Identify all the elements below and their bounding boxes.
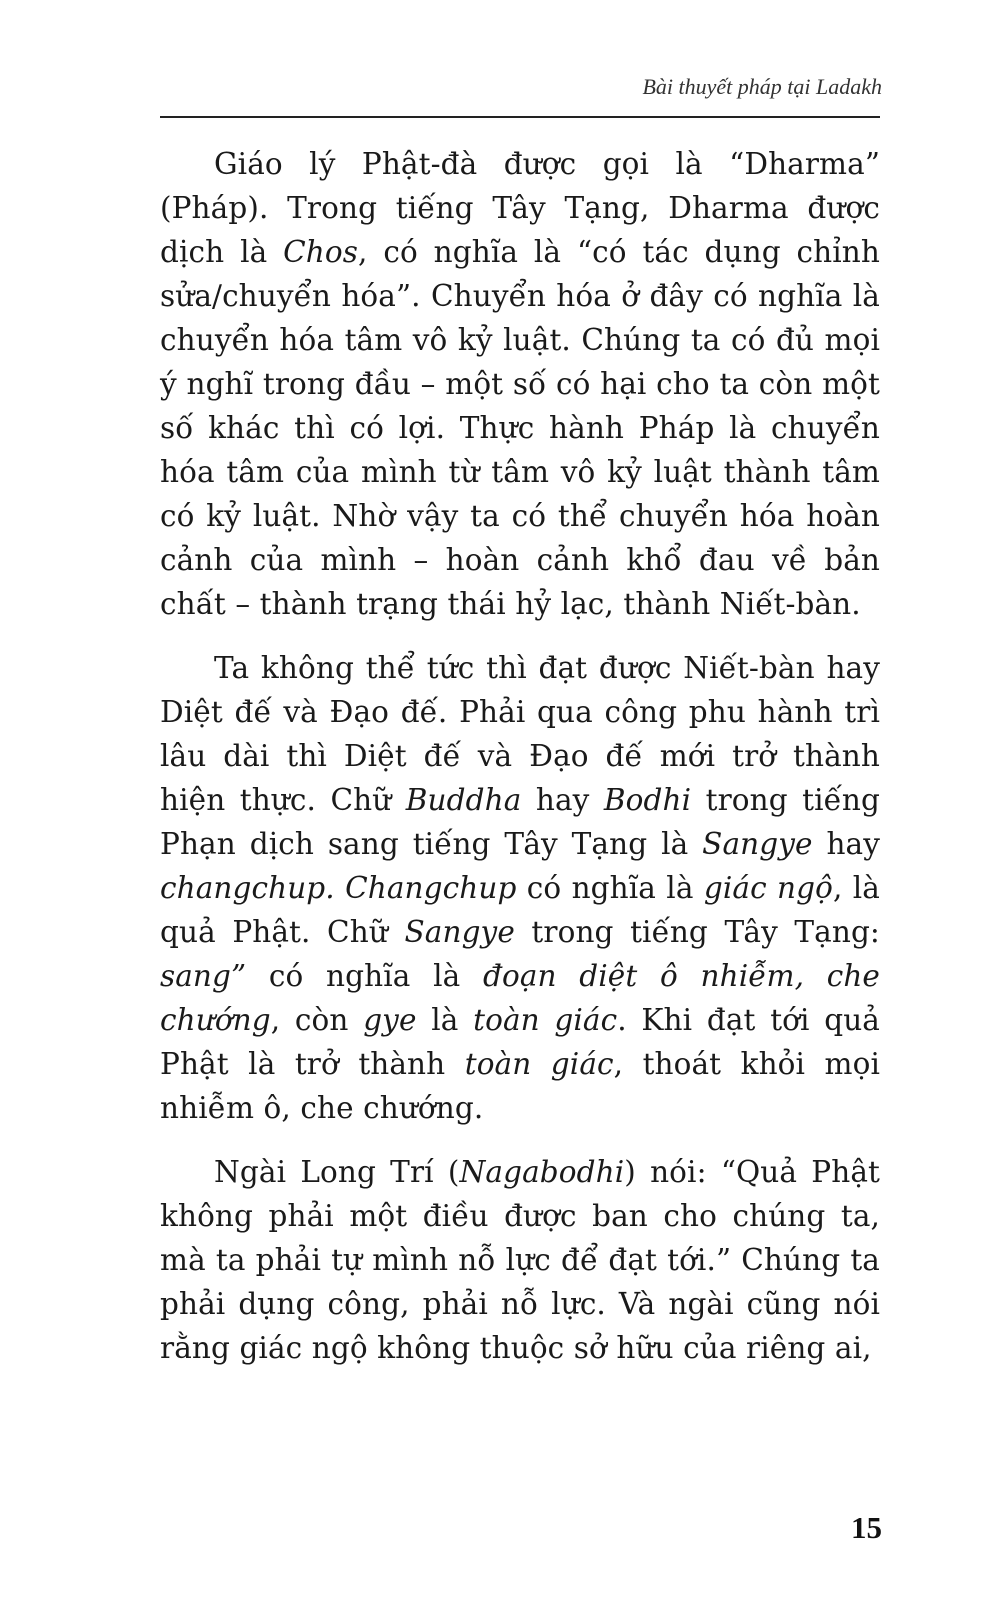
- italic-term: giác ngộ: [703, 871, 833, 905]
- text-run: có nghĩa là: [246, 959, 483, 993]
- italic-term: Bodhi: [603, 783, 692, 817]
- text-run: hay: [521, 783, 604, 817]
- italic-term: Sangye: [404, 915, 515, 949]
- text-run: , thoát khỏi mọi nhiễm ô, che chướng.: [160, 1047, 881, 1125]
- text-run: trong tiếng Tây Tạng:: [514, 915, 880, 949]
- italic-term: changchup. Changchup: [160, 871, 517, 905]
- italic-term: Sangye: [702, 827, 813, 861]
- text-run: trong tiếng Phạn dịch sang tiếng Tây Tạng là: [160, 783, 880, 861]
- text-run: , còn: [270, 1003, 364, 1037]
- page-body: [160, 142, 880, 1390]
- italic-term: Nagabodhi: [459, 1155, 625, 1189]
- page-number: 15: [851, 1510, 882, 1545]
- text-run: . Khi đạt tới quả Phật là trở thành: [160, 1003, 880, 1081]
- italic-term: sang”: [160, 959, 247, 993]
- text-run: có nghĩa là: [516, 871, 704, 905]
- text-run: hay: [812, 827, 881, 861]
- text-run: là: [416, 1003, 474, 1037]
- text-run: , có nghĩa là “có tác dụng chỉnh sửa/chuyển hóa”. Chuyển hóa ở đây có nghĩa là chuyển hóa tâm vô kỷ luật. Chúng ta có đủ mọi ý nghĩ trong đầu – một số có hại cho ta còn một số khác thì có lợi. Thực hành Pháp là chuyển hóa tâm của mình từ tâm vô kỷ luật thành tâm có kỷ luật. Nhờ vậy ta có thể chuyển hóa hoàn cảnh của mình – hoàn cảnh khổ đau về bản chất – thành trạng thái hỷ lạc, thành Niết-bàn.: [160, 235, 880, 621]
- text-run: Ngài Long Trí (: [214, 1155, 460, 1189]
- italic-term: toàn giác: [473, 1003, 618, 1037]
- text-run: ) nói: “Quả Phật không phải một điều được ban cho chúng ta, mà ta phải tự mình nỗ lực để đạt tới.” Chúng ta phải dụng công, phải nỗ lực. Và ngài cũng nói rằng giác ngộ không thuộc sở hữu của riêng ai,: [160, 1155, 880, 1365]
- italic-term: Buddha: [405, 783, 522, 817]
- paragraph-3: [160, 1150, 880, 1370]
- paragraph-1: [160, 142, 880, 626]
- text-run: Ta không thể tức thì đạt được Niết-bàn hay Diệt đế và Đạo đế. Phải qua công phu hành trì lâu dài thì Diệt đế và Đạo đế mới trở thành hiện thực. Chữ: [160, 651, 880, 817]
- italic-term: gye: [363, 1003, 417, 1037]
- running-header: Bài thuyết pháp tại Ladakh: [642, 74, 882, 99]
- text-run: Giáo lý Phật-đà được gọi là “Dharma” (Pháp). Trong tiếng Tây Tạng, Dharma được dịch là: [160, 147, 880, 269]
- italic-term: đoạn diệt ô nhiễm, che chướng: [160, 959, 880, 1037]
- text-run: , là quả Phật. Chữ: [160, 871, 880, 949]
- italic-term: Chos: [283, 235, 359, 269]
- italic-term: toàn giác: [464, 1047, 614, 1081]
- paragraph-2: [160, 646, 880, 1130]
- header-rule: [160, 116, 880, 118]
